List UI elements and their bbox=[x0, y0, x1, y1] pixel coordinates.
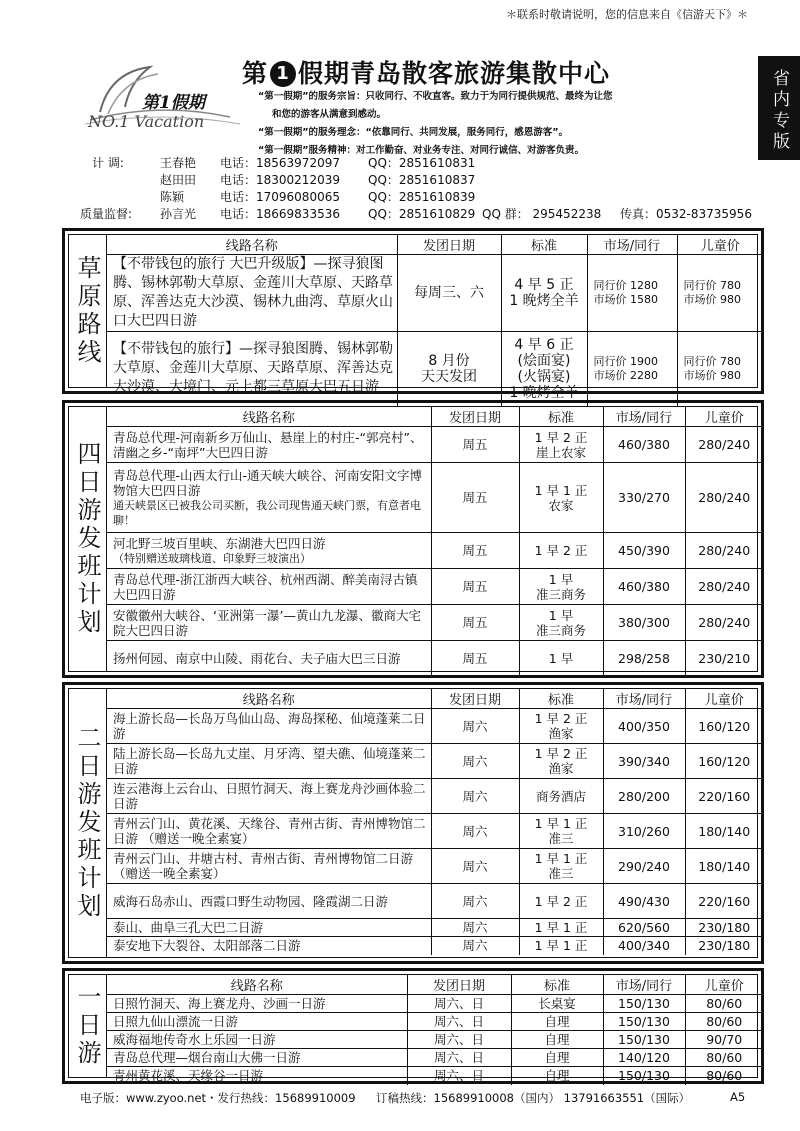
departure-date: 周六、日 bbox=[407, 1049, 511, 1067]
section-title: 一日游 bbox=[69, 975, 107, 1077]
table-row bbox=[107, 919, 763, 937]
price-market-peer: 同行价 1280 市场价 1580 bbox=[587, 255, 677, 332]
table-row bbox=[107, 709, 763, 744]
col-route: 线路名称 bbox=[107, 975, 407, 995]
meal-standard: 4 早 5 正 1 晚烤全羊 bbox=[501, 255, 587, 332]
price-market-peer: 290/240 bbox=[603, 849, 685, 884]
price-market-peer: 150/130 bbox=[603, 1013, 685, 1031]
meal-standard: 1 早 2 正 崖上农家 bbox=[519, 427, 603, 463]
table-row bbox=[107, 533, 763, 569]
departure-date: 周六、日 bbox=[407, 995, 511, 1013]
child-price: 160/120 bbox=[685, 709, 763, 744]
price-market-peer: 330/270 bbox=[603, 463, 685, 533]
departure-date: 周六 bbox=[431, 919, 519, 937]
departure-date: 周六 bbox=[431, 884, 519, 919]
child-price: 80/60 bbox=[685, 1067, 763, 1085]
price-market-peer: 450/390 bbox=[603, 533, 685, 569]
price-market-peer: 298/258 bbox=[603, 641, 685, 677]
meal-standard: 1 早 2 正 bbox=[519, 884, 603, 919]
route-name: 泰山、曲阜三孔大巴二日游 bbox=[107, 919, 431, 937]
child-price: 230/180 bbox=[685, 937, 763, 955]
section-title: 二日游发班计划 bbox=[69, 689, 107, 957]
col-child-price: 儿童价 bbox=[685, 407, 763, 427]
child-price: 280/240 bbox=[685, 463, 763, 533]
table-row bbox=[107, 995, 763, 1013]
table-row bbox=[107, 937, 763, 955]
col-date: 发团日期 bbox=[431, 407, 519, 427]
logo-subtitle: NO.1 Vacation bbox=[88, 112, 205, 131]
route-name: 青岛总代理-浙江浙西大峡谷、杭州西湖、醉美南浔古镇大巴四日游 bbox=[107, 569, 431, 605]
table-row bbox=[107, 1049, 763, 1067]
departure-date: 周六 bbox=[431, 937, 519, 955]
price-market-peer: 150/130 bbox=[603, 1031, 685, 1049]
price-market-peer: 280/200 bbox=[603, 779, 685, 814]
col-child-price: 儿童价 bbox=[685, 689, 763, 709]
departure-date: 周五 bbox=[431, 533, 519, 569]
route-name: 河北野三坡百里峡、东湖港大巴四日游 （特别赠送玻璃栈道、印象野三坡演出） bbox=[107, 533, 431, 569]
edition-tab: 省内专版 bbox=[758, 56, 800, 160]
meal-standard: 1 早 2 正 渔家 bbox=[519, 709, 603, 744]
price-market-peer: 140/120 bbox=[603, 1049, 685, 1067]
departure-date: 8 月份 天天发团 bbox=[397, 332, 501, 406]
departure-date: 周六、日 bbox=[407, 1067, 511, 1085]
col-date: 发团日期 bbox=[397, 235, 501, 255]
price-market-peer: 460/380 bbox=[603, 569, 685, 605]
col-date: 发团日期 bbox=[407, 975, 511, 995]
price-market-peer: 150/130 bbox=[603, 1067, 685, 1085]
price-market-peer: 460/380 bbox=[603, 427, 685, 463]
col-route: 线路名称 bbox=[107, 235, 397, 255]
child-price: 280/240 bbox=[685, 533, 763, 569]
departure-date: 周六 bbox=[431, 744, 519, 779]
col-child-price: 儿童价 bbox=[677, 235, 763, 255]
col-standard: 标准 bbox=[519, 407, 603, 427]
departure-date: 周六 bbox=[431, 849, 519, 884]
col-date: 发团日期 bbox=[431, 689, 519, 709]
route-name: 【不带钱包的旅行 大巴升级版】—探寻狼图腾、锡林郭勒大草原、金莲川大草原、天路草原、浑善达克大沙漠、锡林九曲湾、草原火山口大巴四日游 bbox=[107, 255, 397, 332]
price-market-peer: 150/130 bbox=[603, 995, 685, 1013]
col-price: 市场/同行 bbox=[587, 235, 677, 255]
page-number: A5 bbox=[730, 1090, 746, 1104]
departure-date: 周六 bbox=[431, 779, 519, 814]
departure-date: 周六、日 bbox=[407, 1031, 511, 1049]
route-name: 青州云门山、黄花溪、天缘谷、青州古街、青州博物馆二日游 （赠送一晚全素宴） bbox=[107, 814, 431, 849]
child-price: 280/240 bbox=[685, 605, 763, 641]
child-price: 160/120 bbox=[685, 744, 763, 779]
route-name: 威海福地传奇水上乐园一日游 bbox=[107, 1031, 407, 1049]
departure-date: 周五 bbox=[431, 641, 519, 677]
price-market-peer: 400/340 bbox=[603, 937, 685, 955]
table-row bbox=[107, 569, 763, 605]
meal-standard: 1 早 1 正 bbox=[519, 937, 603, 955]
child-price: 280/240 bbox=[685, 569, 763, 605]
meal-standard: 1 早 准三商务 bbox=[519, 605, 603, 641]
price-market-peer: 390/340 bbox=[603, 744, 685, 779]
departure-date: 周六 bbox=[431, 814, 519, 849]
route-name: 泰安地下大裂谷、太阳部落二日游 bbox=[107, 937, 431, 955]
route-name: 【不带钱包的旅行】—探寻狼图腾、锡林郭勒大草原、金莲川大草原、天路草原、浑善达克大沙漠、大境门、元上都三草原大巴五日游 bbox=[107, 332, 397, 406]
table-row bbox=[107, 255, 763, 332]
route-name: 陆上游长岛—长岛九丈崖、月牙湾、望夫礁、仙境蓬莱二日游 bbox=[107, 744, 431, 779]
meal-standard: 自理 bbox=[511, 1067, 603, 1085]
logo-badge: 第1假期 bbox=[142, 93, 205, 113]
route-name: 青岛总代理—烟台南山大佛一日游 bbox=[107, 1049, 407, 1067]
meal-standard: 自理 bbox=[511, 1031, 603, 1049]
route-name: 青州黄花溪、天缘谷一日游 bbox=[107, 1067, 407, 1085]
child-price: 80/60 bbox=[685, 1049, 763, 1067]
route-name: 青岛总代理-河南新乡万仙山、悬崖上的村庄-“郭亮村”、清幽之乡-“南坪”大巴四日游 bbox=[107, 427, 431, 463]
child-price: 230/180 bbox=[685, 919, 763, 937]
price-market-peer: 310/260 bbox=[603, 814, 685, 849]
child-price: 80/60 bbox=[685, 995, 763, 1013]
col-price: 市场/同行 bbox=[603, 689, 685, 709]
route-note: 通天峡景区已被我公司买断，我公司现售通天峡门票，有意者电聊！ bbox=[113, 498, 421, 527]
route-name: 威海石岛赤山、西霞口野生动物园、隆霞湖二日游 bbox=[107, 884, 431, 919]
table-row bbox=[107, 884, 763, 919]
price-market-peer: 400/350 bbox=[603, 709, 685, 744]
price-market-peer: 同行价 1900 市场价 2280 bbox=[587, 332, 677, 406]
departure-date: 周五 bbox=[431, 569, 519, 605]
col-standard: 标准 bbox=[501, 235, 587, 255]
route-name: 海上游长岛—长岛万鸟仙山岛、海岛探秘、仙境蓬莱二日游 bbox=[107, 709, 431, 744]
departure-date: 周五 bbox=[431, 605, 519, 641]
section-title: 草原路线 bbox=[69, 235, 107, 387]
col-price: 市场/同行 bbox=[603, 975, 685, 995]
child-price: 180/140 bbox=[685, 849, 763, 884]
departure-date: 周五 bbox=[431, 427, 519, 463]
child-price: 230/210 bbox=[685, 641, 763, 677]
departure-date: 每周三、六 bbox=[397, 255, 501, 332]
table-row bbox=[107, 1067, 763, 1085]
route-name: 青州云门山、井塘古村、青州古街、青州博物馆二日游 （赠送一晚全素宴） bbox=[107, 849, 431, 884]
table-row bbox=[107, 779, 763, 814]
footer-website: 电子版：www.zyoo.net・发行热线：15689910009 bbox=[80, 1091, 356, 1105]
route-name: 连云港海上云台山、日照竹洞天、海上赛龙舟沙画体验二日游 bbox=[107, 779, 431, 814]
table-row bbox=[107, 641, 763, 677]
child-price: 同行价 780 市场价 980 bbox=[677, 255, 763, 332]
meal-standard: 1 早 准三商务 bbox=[519, 569, 603, 605]
child-price: 280/240 bbox=[685, 427, 763, 463]
source-note: ＊联系时敬请说明，您的信息来自《信游天下》＊ bbox=[506, 8, 748, 21]
child-price: 同行价 780 市场价 980 bbox=[677, 332, 763, 406]
contact-list: 计 调: 王春艳 电话：18563972097 QQ：2851610831 赵田田 电话：18300212039 QQ：2851610837 陈颖 电话：17096080065 QQ：2851610839 质量监督: 孙言光 电话：18669833536 QQ：2851610829 QQ 群： 295452238 传真：0532-83735956 bbox=[80, 156, 752, 221]
meal-standard: 1 早 1 正 准三 bbox=[519, 814, 603, 849]
child-price: 90/70 bbox=[685, 1031, 763, 1049]
grassland-section bbox=[62, 228, 764, 401]
meal-standard: 1 早 2 正 bbox=[519, 533, 603, 569]
service-slogans: “第一假期”的服务宗旨：只收同行、不收直客。致力于为同行提供规范、最终为让您 和您的游客从满意到感动。 “第一假期”的服务理念：“依靠同行、共同发展，服务同行，感恩游客”。 “第一假期”服务精神：对工作勤奋、对业务专注、对同行诚信、对游客负责。 bbox=[258, 91, 613, 156]
price-market-peer: 380/300 bbox=[603, 605, 685, 641]
table-row bbox=[107, 849, 763, 884]
col-route: 线路名称 bbox=[107, 689, 431, 709]
child-price: 220/160 bbox=[685, 779, 763, 814]
meal-standard: 4 早 6 正 (烩面宴) (火锅宴) 1 晚烤全羊 bbox=[501, 332, 587, 406]
col-child-price: 儿童价 bbox=[685, 975, 763, 995]
route-name: 日照九仙山漂流一日游 bbox=[107, 1013, 407, 1031]
meal-standard: 1 早 bbox=[519, 641, 603, 677]
route-name: 安徽徽州大峡谷、‘亚洲第一瀑’—黄山九龙瀑、徽商大宅院大巴四日游 bbox=[107, 605, 431, 641]
departure-date: 周六、日 bbox=[407, 1013, 511, 1031]
col-standard: 标准 bbox=[511, 975, 603, 995]
section-title: 四日游发班计划 bbox=[69, 407, 107, 671]
price-market-peer: 620/560 bbox=[603, 919, 685, 937]
meal-standard: 1 早 2 正 渔家 bbox=[519, 744, 603, 779]
route-name: 青岛总代理-山西太行山-通天峡大峡谷、河南安阳文字博物馆大巴四日游 通天峡景区已被我公司买断，我公司现售通天峡门票，有意者电聊！ bbox=[107, 463, 431, 533]
table-row bbox=[107, 744, 763, 779]
table-row bbox=[107, 463, 763, 533]
table-row bbox=[107, 332, 763, 406]
one-day-section bbox=[62, 968, 764, 1084]
meal-standard: 1 早 1 正 bbox=[519, 919, 603, 937]
four-day-section bbox=[62, 400, 764, 678]
footer-order-hotline: 订稿热线：15689910008（国内） 13791663551（国际） bbox=[376, 1091, 691, 1105]
meal-standard: 自理 bbox=[511, 1049, 603, 1067]
meal-standard: 长桌宴 bbox=[511, 995, 603, 1013]
child-price: 180/140 bbox=[685, 814, 763, 849]
departure-date: 周五 bbox=[431, 463, 519, 533]
child-price: 220/160 bbox=[685, 884, 763, 919]
child-price: 80/60 bbox=[685, 1013, 763, 1031]
table-row bbox=[107, 1013, 763, 1031]
meal-standard: 1 早 1 正 准三 bbox=[519, 849, 603, 884]
col-route: 线路名称 bbox=[107, 407, 431, 427]
col-price: 市场/同行 bbox=[603, 407, 685, 427]
meal-standard: 1 早 1 正 农家 bbox=[519, 463, 603, 533]
col-standard: 标准 bbox=[519, 689, 603, 709]
price-market-peer: 490/430 bbox=[603, 884, 685, 919]
route-note: （特别赠送玻璃栈道、印象野三坡演出） bbox=[113, 551, 311, 565]
company-logo bbox=[80, 62, 250, 142]
table-row bbox=[107, 1031, 763, 1049]
departure-date: 周六 bbox=[431, 709, 519, 744]
table-row bbox=[107, 605, 763, 641]
route-name: 扬州何园、南京中山陵、雨花台、夫子庙大巴三日游 bbox=[107, 641, 431, 677]
table-row bbox=[107, 427, 763, 463]
company-name: 第 1 假期青岛散客旅游集散中心 bbox=[242, 59, 611, 88]
meal-standard: 自理 bbox=[511, 1013, 603, 1031]
two-day-section bbox=[62, 682, 764, 964]
route-name: 日照竹洞天、海上赛龙舟、沙画一日游 bbox=[107, 995, 407, 1013]
table-row bbox=[107, 814, 763, 849]
meal-standard: 商务酒店 bbox=[519, 779, 603, 814]
